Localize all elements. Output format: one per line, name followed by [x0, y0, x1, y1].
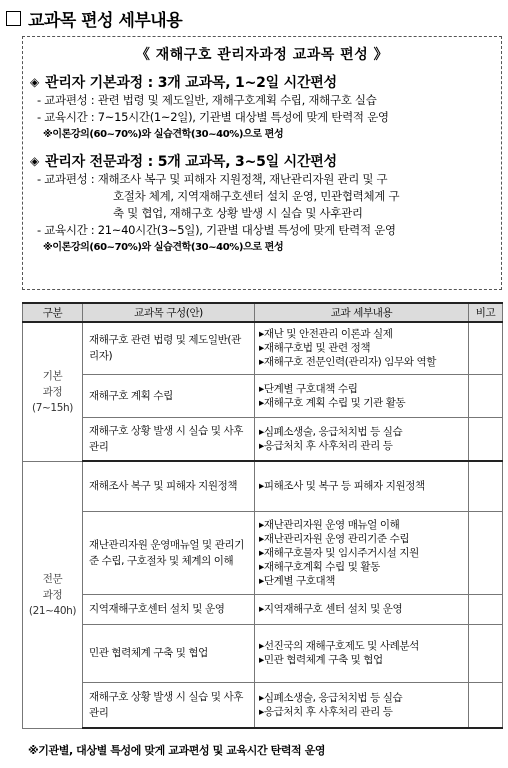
course-cell: 재해구호 계획 수립: [83, 374, 255, 417]
section-title-row: [6, 5, 182, 31]
table-row: [23, 461, 503, 511]
header-category: 구분: [23, 303, 83, 322]
remarks-cell: [469, 417, 503, 461]
table-row: [23, 682, 503, 728]
basic-curriculum-line: - 교과편성 : 관련 법령 및 제도일반, 재해구호계획 수립, 재해구호 실습: [37, 93, 377, 107]
curriculum-table: [22, 302, 503, 729]
table-row: [23, 624, 503, 682]
diamond-bullet-icon: ◈: [30, 75, 40, 89]
footer-note: ※기관별, 대상별 특성에 맞게 교과편성 및 교육시간 탄력적 운영: [28, 744, 326, 757]
remarks-cell: [469, 594, 503, 624]
detail-cell: ▸피해조사 및 복구 등 피해자 지원정책: [255, 461, 469, 511]
remarks-cell: [469, 322, 503, 374]
advanced-curriculum-cont-1: 호절차 체계, 지역재해구호센터 설치 운영, 민관협력체계 구: [113, 189, 400, 203]
remarks-cell: [469, 682, 503, 728]
remarks-cell: [469, 511, 503, 594]
basic-note: ※이론강의(60~70%)와 실습견학(30~40%)으로 편성: [43, 129, 284, 140]
advanced-course-heading-text: 관리자 전문과정 : 5개 교과목, 3~5일 시간편성: [45, 154, 337, 170]
box-title: 《 재해구호 관리자과정 교과목 편성 》: [135, 47, 389, 63]
table-row: [23, 374, 503, 417]
advanced-note: ※이론강의(60~70%)와 실습견학(30~40%)으로 편성: [43, 242, 284, 253]
header-details: 교과 세부내용: [255, 303, 469, 322]
detail-cell: ▸선진국의 재해구호제도 및 사례분석 ▸민관 협력체계 구축 및 협업: [255, 624, 469, 682]
table-row: [23, 594, 503, 624]
detail-cell: ▸지역재해구호 센터 설치 및 운영: [255, 594, 469, 624]
table-row: [23, 511, 503, 594]
course-cell: 재난관리자원 운영매뉴얼 및 관리기준 수립, 구호절차 및 체계의 이해: [83, 511, 255, 594]
course-cell: 재해구호 상황 발생 시 실습 및 사후관리: [83, 682, 255, 728]
remarks-cell: [469, 624, 503, 682]
course-cell: 재해조사 복구 및 피해자 지원정책: [83, 461, 255, 511]
checkbox-square-icon: [6, 11, 21, 26]
table-row: [23, 417, 503, 461]
category-advanced: 전문 과정 (21~40h): [23, 461, 83, 728]
detail-cell: ▸심폐소생술, 응급처치법 등 실습 ▸응급처치 후 사후처리 관리 등: [255, 682, 469, 728]
page-title: 교과목 편성 세부내용: [28, 10, 183, 31]
remarks-cell: [469, 461, 503, 511]
course-cell: 재해구호 상황 발생 시 실습 및 사후관리: [83, 417, 255, 461]
table-header-row: [23, 303, 503, 322]
detail-cell: ▸재난관리자원 운영 매뉴얼 이해 ▸재난관리자원 운영 관리기준 수립 ▸재해구호물자 및 임시주거시설 지원 ▸재해구호계획 수립 및 활동 ▸단계별 구호대책: [255, 511, 469, 594]
header-remarks: 비고: [469, 303, 503, 322]
course-cell: 재해구호 관련 법령 및 제도일반(관리자): [83, 322, 255, 374]
advanced-course-heading: [30, 151, 501, 171]
advanced-hours-line: - 교육시간 : 21~40시간(3~5일), 기관별 대상별 특성에 맞게 탄력적 운영: [37, 223, 396, 237]
course-cell: 지역재해구호센터 설치 및 운영: [83, 594, 255, 624]
course-cell: 민관 협력체계 구축 및 협업: [83, 624, 255, 682]
header-course: 교과목 구성(안): [83, 303, 255, 322]
table-row: [23, 322, 503, 374]
remarks-cell: [469, 374, 503, 417]
advanced-curriculum-line: - 교과편성 : 재해조사 복구 및 피해자 지원정책, 재난관리자원 관리 및 구: [37, 172, 388, 186]
detail-cell: ▸재난 및 안전관리 이론과 실제 ▸재해구호법 및 관련 정책 ▸재해구호 전문인력(관리자) 임무와 역할: [255, 322, 469, 374]
category-basic: 기본 과정 (7~15h): [23, 322, 83, 461]
advanced-curriculum-cont-2: 축 및 협업, 재해구호 상황 발생 시 실습 및 사후관리: [113, 206, 363, 220]
basic-course-heading-text: 관리자 기본과정 : 3개 교과목, 1~2일 시간편성: [45, 75, 337, 91]
diamond-bullet-icon: ◈: [30, 154, 40, 168]
detail-cell: ▸심폐소생술, 응급처치법 등 실습 ▸응급처치 후 사후처리 관리 등: [255, 417, 469, 461]
basic-hours-line: - 교육시간 : 7~15시간(1~2일), 기관별 대상별 특성에 맞게 탄력적 운영: [37, 110, 389, 124]
detail-cell: ▸단계별 구호대책 수립 ▸재해구호 계획 수립 및 기관 활동: [255, 374, 469, 417]
summary-box: [22, 36, 502, 290]
basic-course-heading: [30, 72, 501, 92]
